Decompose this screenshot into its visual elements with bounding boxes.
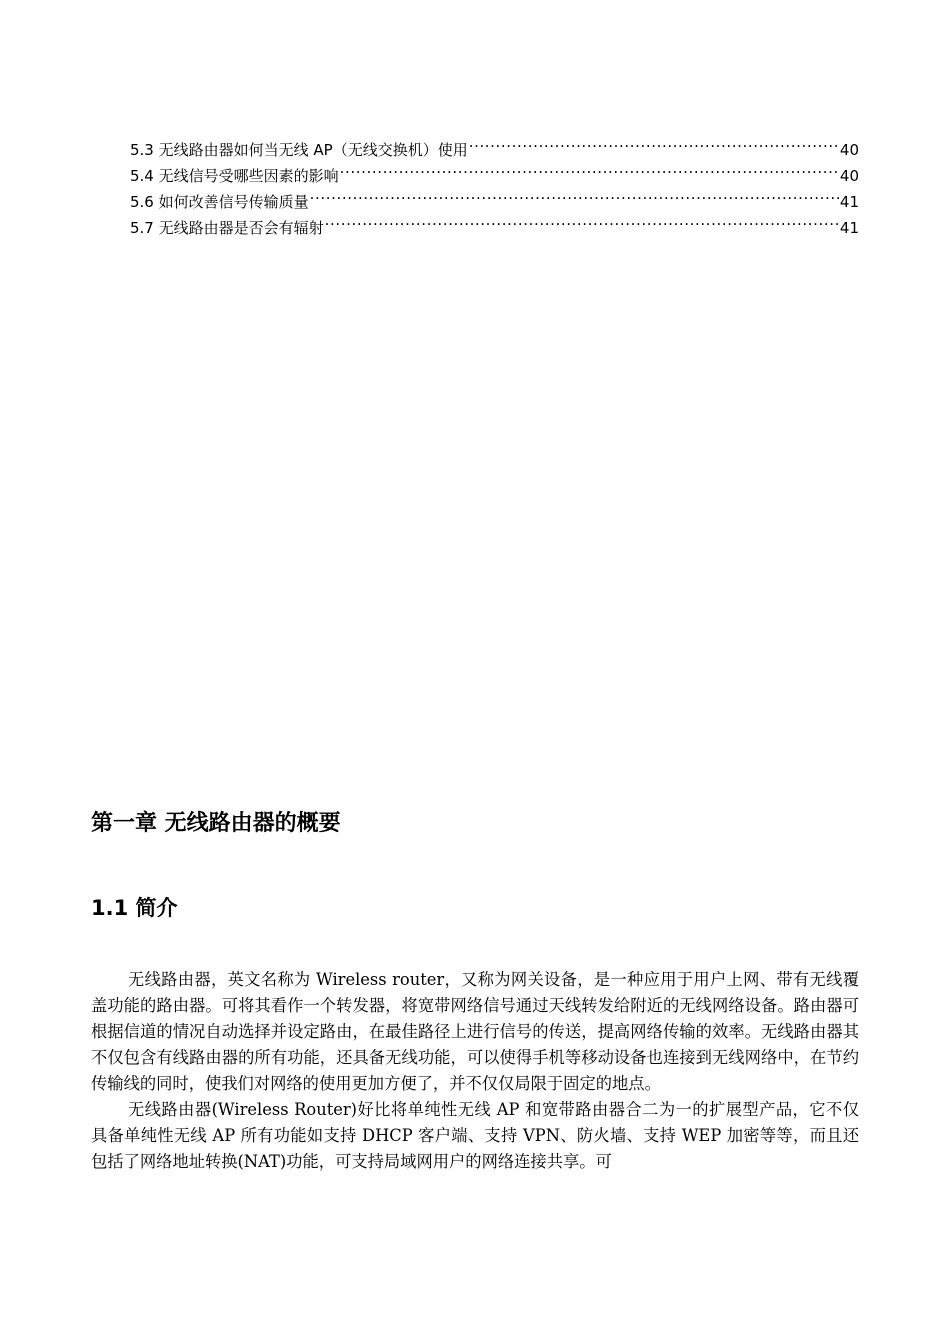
chapter-title: 第一章 无线路由器的概要 <box>91 811 341 836</box>
toc-entry-title: 5.3 无线路由器如何当无线 AP（无线交换机）使用 <box>130 141 468 159</box>
toc-entry[interactable] <box>130 129 859 159</box>
body-paragraph: 无线路由器，英文名称为 Wireless router，又称为网关设备，是一种应用于用户上网、带有无线覆盖功能的路由器。可将其看作一个转发器，将宽带网络信号通过天线转发给附近的无线网络设备。路由器可根据信道的情况自动选择并设定路由，在最佳路径上进行信号的传送，提高网络传输的效率。无线路由器其不仅包含有线路由器的所有功能，还具备无线功能，可以使得手机等移动设备也连接到无线网络中，在节约传输线的同时，使我们对网络的使用更加方便了，并不仅仅局限于固定的地点。 <box>91 970 859 1093</box>
toc-entry-page: 41 <box>839 193 859 211</box>
toc-dot-leader <box>310 181 839 207</box>
toc-entry-page: 40 <box>839 167 859 185</box>
toc-entry-title: 5.4 无线信号受哪些因素的影响 <box>130 167 339 185</box>
section-body <box>91 967 859 1175</box>
toc-entry-title: 5.6 如何改善信号传输质量 <box>130 193 309 211</box>
table-of-contents <box>130 129 859 237</box>
toc-dot-leader <box>340 155 839 181</box>
toc-entry-title: 5.7 无线路由器是否会有辐射 <box>130 219 324 237</box>
toc-entry-page: 41 <box>839 219 859 237</box>
section-title: 1.1 简介 <box>91 896 178 920</box>
toc-entry-page: 40 <box>839 141 859 159</box>
toc-dot-leader <box>469 129 839 155</box>
body-paragraph: 无线路由器(Wireless Router)好比将单纯性无线 AP 和宽带路由器合二为一的扩展型产品，它不仅具备单纯性无线 AP 所有功能如支持 DHCP 客户端、支持 VPN、防火墙、支持 WEP 加密等等，而且还包括了网络地址转换(NAT)功能，可支持局域网用户的网络连接共享。可 <box>91 1100 859 1171</box>
toc-dot-leader <box>325 207 839 233</box>
